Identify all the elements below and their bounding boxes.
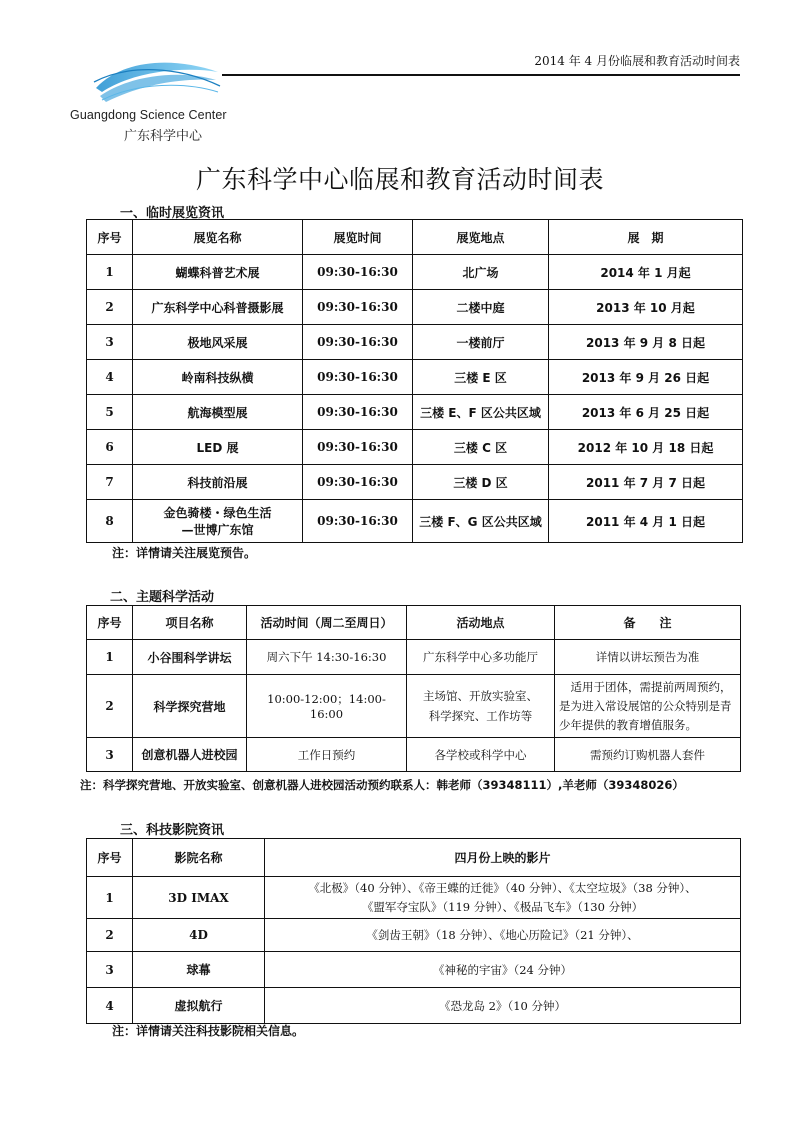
header-doc-label: 2014 年 4 月份临展和教育活动时间表	[534, 54, 740, 68]
activity-remark: 详情以讲坛预告为准	[555, 640, 741, 675]
activity-name: 小谷围科学讲坛	[133, 640, 247, 675]
table-row	[87, 325, 743, 360]
section1-title: 一、临时展览资讯	[120, 206, 225, 221]
exhibition-period: 2011 年 7 月 7 日起	[549, 465, 743, 500]
exhibition-place: 一楼前厅	[413, 325, 549, 360]
activity-time: 10:00-12:00；14:00-16:00	[247, 675, 407, 738]
section2-note: 注：科学探究营地、开放实验室、创意机器人进校园活动预约联系人：韩老师（39348111）,羊老师（39348026）	[80, 778, 684, 792]
cinema-name: 球幕	[133, 952, 265, 988]
activity-place: 广东科学中心多功能厅	[407, 640, 555, 675]
row-number: 2	[87, 290, 133, 325]
table-row	[87, 255, 743, 290]
row-number: 7	[87, 465, 133, 500]
cinema-films-line: 《盟军夺宝队》（119 分钟）、《极品飞车》（130 分钟）	[361, 899, 644, 914]
table-row	[87, 952, 741, 988]
header-cell: 序号	[87, 839, 133, 877]
exhibition-name	[133, 500, 303, 543]
exhibition-name: 极地风采展	[133, 325, 303, 360]
exhibition-place: 北广场	[413, 255, 549, 290]
table-row	[87, 430, 743, 465]
cinema-name: 虚拟航行	[133, 988, 265, 1024]
row-number: 3	[87, 738, 133, 772]
exhibition-name: LED 展	[133, 430, 303, 465]
header-cell: 展览地点	[413, 220, 549, 255]
exhibition-name: 蝴蝶科普艺术展	[133, 255, 303, 290]
exhibition-period: 2014 年 1 月起	[549, 255, 743, 290]
section3-title: 三、科技影院资讯	[120, 823, 225, 838]
table-row	[87, 465, 743, 500]
exhibition-time: 09:30-16:30	[303, 360, 413, 395]
header-cell: 影院名称	[133, 839, 265, 877]
exhibition-period: 2013 年 6 月 25 日起	[549, 395, 743, 430]
activity-place-line: 科学探究、工作坊等	[428, 709, 533, 723]
exhibition-name: 广东科学中心科普摄影展	[133, 290, 303, 325]
row-number: 4	[87, 988, 133, 1024]
table-row	[87, 919, 741, 952]
exhibition-period: 2011 年 4 月 1 日起	[549, 500, 743, 543]
activity-table	[86, 605, 741, 772]
cinema-films: 《神秘的宇宙》（24 分钟）	[265, 952, 741, 988]
table-header-row	[87, 839, 741, 877]
cinema-films: 《恐龙岛 2》（10 分钟）	[265, 988, 741, 1024]
header-cell: 活动时间（周二至周日）	[247, 606, 407, 640]
table-row	[87, 675, 741, 738]
activity-time: 周六下午 14:30-16:30	[247, 640, 407, 675]
cinema-films-line: 《北极》（40 分钟）、《帝王蝶的迁徙》（40 分钟）、《太空垃圾》（38 分钟）、	[308, 880, 697, 895]
section3-note: 注：详情请关注科技影院相关信息。	[112, 1024, 305, 1038]
header-cell: 备 注	[555, 606, 741, 640]
exhibition-period: 2012 年 10 月 18 日起	[549, 430, 743, 465]
header-cell: 展览名称	[133, 220, 303, 255]
table-row	[87, 395, 743, 430]
activity-place: 各学校或科学中心	[407, 738, 555, 772]
row-number: 8	[87, 500, 133, 543]
exhibition-time: 09:30-16:30	[303, 500, 413, 543]
table-row	[87, 877, 741, 919]
row-number: 3	[87, 325, 133, 360]
row-number: 2	[87, 675, 133, 738]
exhibition-time: 09:30-16:30	[303, 430, 413, 465]
exhibition-name-line: —世博广东馆	[181, 523, 254, 537]
exhibition-name: 科技前沿展	[133, 465, 303, 500]
activity-place	[407, 675, 555, 738]
activity-name: 科学探究营地	[133, 675, 247, 738]
activity-place-line: 主场馆、开放实验室、	[423, 689, 538, 703]
header-cell: 序号	[87, 606, 133, 640]
cinema-table	[86, 838, 741, 1024]
activity-remark-line: 适用于团体，需提前两周预约，	[559, 679, 732, 694]
exhibition-place: 三楼 F、G 区公共区域	[413, 500, 549, 543]
exhibition-period: 2013 年 10 月起	[549, 290, 743, 325]
header-cell: 序号	[87, 220, 133, 255]
activity-remark	[555, 675, 741, 738]
header-cell: 项目名称	[133, 606, 247, 640]
cinema-name: 4D	[133, 919, 265, 952]
table-header-row	[87, 606, 741, 640]
exhibition-place: 三楼 D 区	[413, 465, 549, 500]
section1-note: 注：详情请关注展览预告。	[112, 546, 257, 560]
row-number: 3	[87, 952, 133, 988]
exhibition-time: 09:30-16:30	[303, 395, 413, 430]
section2-title: 二、主题科学活动	[110, 590, 215, 605]
exhibition-time: 09:30-16:30	[303, 325, 413, 360]
exhibition-place: 三楼 E 区	[413, 360, 549, 395]
table-row	[87, 640, 741, 675]
exhibition-time: 09:30-16:30	[303, 290, 413, 325]
header-rule	[222, 74, 740, 76]
row-number: 1	[87, 255, 133, 290]
table-row	[87, 738, 741, 772]
exhibition-name: 航海模型展	[133, 395, 303, 430]
exhibition-place: 三楼 E、F 区公共区域	[413, 395, 549, 430]
table-row	[87, 988, 741, 1024]
cinema-films: 《剑齿王朝》（18 分钟）、《地心历险记》（21 分钟）、	[265, 919, 741, 952]
page-title: 广东科学中心临展和教育活动时间表	[195, 165, 604, 194]
row-number: 1	[87, 877, 133, 919]
gsc-logo-icon	[92, 58, 222, 106]
logo-text-cn: 广东科学中心	[124, 129, 203, 144]
table-header-row	[87, 220, 743, 255]
header-cell: 活动地点	[407, 606, 555, 640]
header-cell: 展览时间	[303, 220, 413, 255]
exhibition-table	[86, 219, 743, 543]
row-number: 2	[87, 919, 133, 952]
header-cell: 展 期	[549, 220, 743, 255]
exhibition-place: 二楼中庭	[413, 290, 549, 325]
row-number: 4	[87, 360, 133, 395]
exhibition-name-line: 金色骑楼・绿色生活	[163, 506, 272, 520]
row-number: 1	[87, 640, 133, 675]
exhibition-period: 2013 年 9 月 8 日起	[549, 325, 743, 360]
table-row	[87, 360, 743, 395]
exhibition-period: 2013 年 9 月 26 日起	[549, 360, 743, 395]
activity-time: 工作日预约	[247, 738, 407, 772]
row-number: 5	[87, 395, 133, 430]
exhibition-time: 09:30-16:30	[303, 465, 413, 500]
row-number: 6	[87, 430, 133, 465]
header-cell: 四月份上映的影片	[265, 839, 741, 877]
activity-name: 创意机器人进校园	[133, 738, 247, 772]
activity-remark-line: 是为进入常设展馆的公众特别是青	[559, 698, 732, 713]
activity-remark-line: 少年提供的教育增值服务。	[559, 717, 697, 732]
cinema-films	[265, 877, 741, 919]
exhibition-place: 三楼 C 区	[413, 430, 549, 465]
exhibition-name: 岭南科技纵横	[133, 360, 303, 395]
logo-text-en: Guangdong Science Center	[70, 108, 227, 122]
exhibition-time: 09:30-16:30	[303, 255, 413, 290]
table-row	[87, 500, 743, 543]
table-row	[87, 290, 743, 325]
cinema-name: 3D IMAX	[133, 877, 265, 919]
activity-remark: 需预约订购机器人套件	[555, 738, 741, 772]
